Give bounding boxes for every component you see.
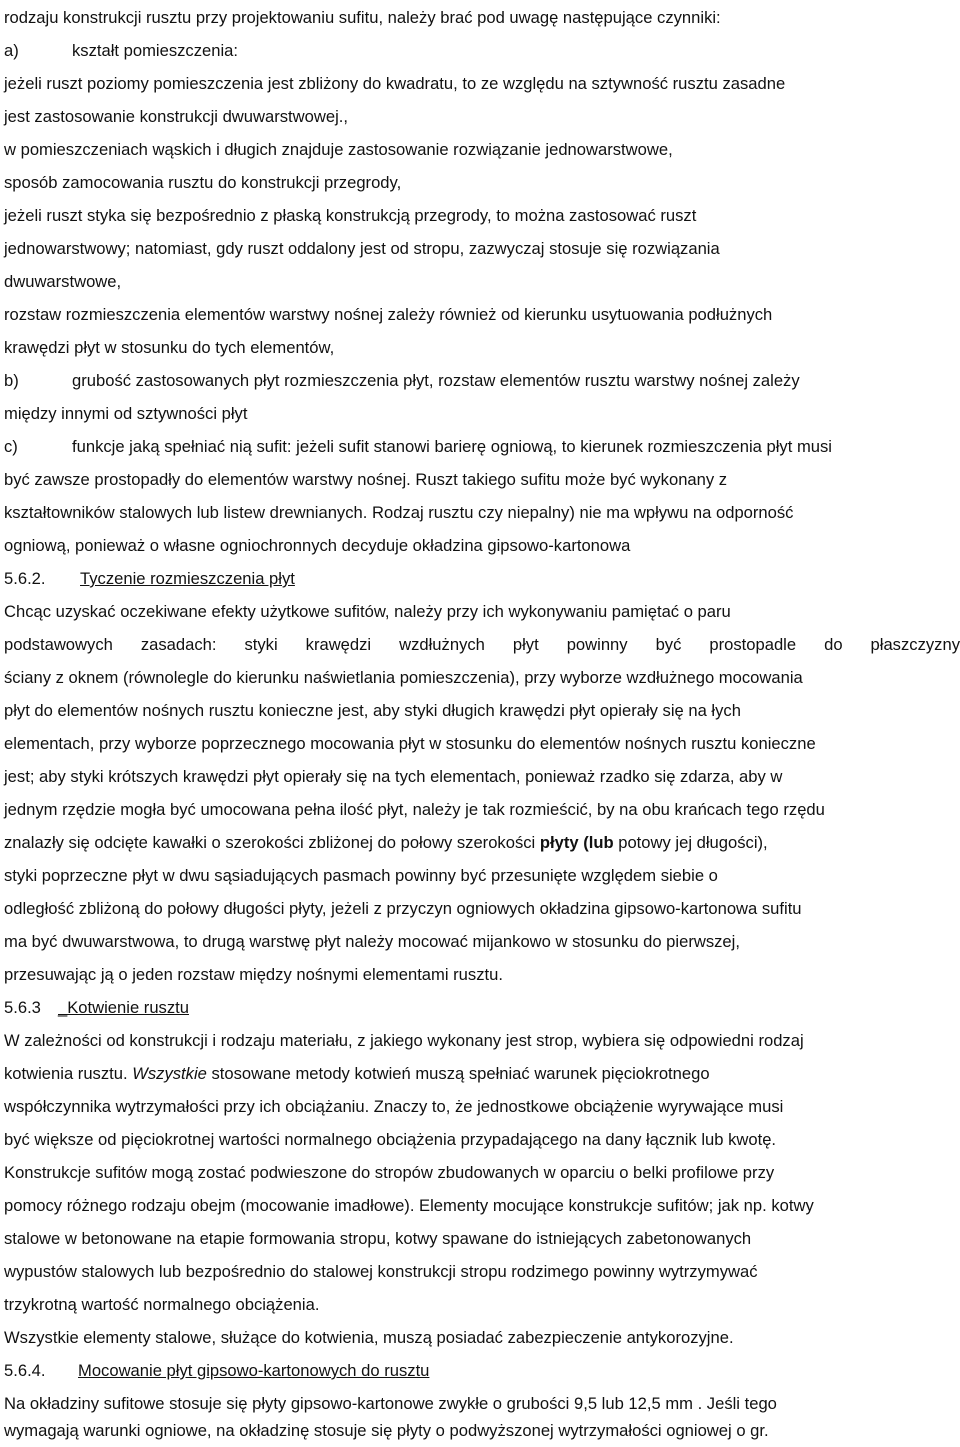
paragraph-line: ma być dwuwarstwowa, to drugą warstwę płyt należy mocować mijankowo w stosunku do pierwszej, [4,932,740,951]
paragraph-line: dwuwarstwowe, [4,272,122,291]
section-title: Mocowanie płyt gipsowo-kartonowych do rusztu [78,1361,430,1380]
paragraph-line: wymagają warunki ogniowe, na okładzinę stosuje się płyty o podwyższonej wytrzymałości ogniowej o gr. [4,1421,769,1440]
section-number: 5.6.3 [4,998,41,1017]
list-label: b) [4,371,19,390]
list-item-b [4,365,960,397]
paragraph-line: Wszystkie elementy stalowe, służące do kotwienia, muszą posiadać zabezpieczenie antykorozyjne. [4,1328,734,1347]
paragraph-line: pomocy różnego rodzaju obejm (mocowanie imadłowe). Elementy mocujące konstrukcje sufitów; jak np. kotwy [4,1196,814,1215]
paragraph-line: między innymi od sztywności płyt [4,404,248,423]
paragraph-line: jeżeli ruszt poziomy pomieszczenia jest zbliżony do kwadratu, to ze względu na sztywność rusztu zasadne [4,74,786,93]
paragraph-line [4,827,960,859]
paragraph-line: odległość zbliżoną do połowy długości płyty, jeżeli z przyczyn ogniowych okładzina gipsowo-kartonowa sufitu [4,899,802,918]
paragraph-line: styki poprzeczne płyt w dwu sąsiadujących pasmach powinny być przesunięte względem siebie o [4,866,718,885]
list-text: kształt pomieszczenia: [72,41,239,60]
section-heading-5-6-2 [4,563,960,595]
paragraph-line: jest; aby styki krótszych krawędzi płyt opierały się na tych elementach, ponieważ rzadko się zdarza, aby w [4,767,783,786]
paragraph-line: Chcąc uzyskać oczekiwane efekty użytkowe sufitów, należy przy ich wykonywaniu pamiętać o paru [4,602,731,621]
paragraph-line: trzykrotną wartość normalnego obciążenia. [4,1295,320,1314]
paragraph-line: jeżeli ruszt styka się bezpośrednio z płaską konstrukcją przegrody, to można zastosować ruszt [4,206,697,225]
paragraph-line: być większe od pięciokrotnej wartości normalnego obciążenia przypadającego na dany łącznik lub kwotę. [4,1130,777,1149]
list-text: grubość zastosowanych płyt rozmieszczenia płyt, rozstaw elementów rusztu warstwy nośnej zależy [72,371,800,390]
list-label: a) [4,41,19,60]
list-text: funkcje jaką spełniać nią sufit: jeżeli sufit stanowi barierę ogniową, to kierunek rozmieszczenia płyt musi [72,437,832,456]
paragraph-line: współczynnika wytrzymałości przy ich obciążaniu. Znaczy to, że jednostkowe obciążenie wyrywające musi [4,1097,784,1116]
text-run: znalazły się odcięte kawałki o szerokości zbliżonej do połowy szerokości [4,833,540,852]
paragraph-line [4,1058,960,1090]
paragraph-line: jest zastosowanie konstrukcji dwuwarstwowej., [4,107,348,126]
section-heading-5-6-3 [4,992,960,1024]
text-run: potowy jej długości), [613,833,768,852]
section-number: 5.6.4. [4,1361,46,1380]
paragraph-line: elementach, przy wyborze poprzecznego mocowania płyt w stosunku do elementów nośnych rusztu konieczne [4,734,816,753]
section-number: 5.6.2. [4,569,46,588]
paragraph-line: płyt do elementów nośnych rusztu konieczne jest, aby styki długich krawędzi płyt opierały się na łych [4,701,741,720]
text-run: kotwienia rusztu. [4,1064,133,1083]
paragraph-line: jednowarstwowy; natomiast, gdy ruszt oddalony jest od stropu, zazwyczaj stosuje się rozwiązania [4,239,720,258]
italic-text-run: Wszystkie [132,1064,207,1083]
paragraph-line: rozstaw rozmieszczenia elementów warstwy nośnej zależy również od kierunku usytuowania podłużnych [4,305,773,324]
bold-text-run: płyty (lub [539,833,614,852]
section-title: _Kotwienie rusztu [58,998,189,1017]
paragraph-line: wypustów stalowych lub bezpośrednio do stalowej konstrukcji stropu rodzimego powinny wytrzymywać [4,1262,758,1281]
paragraph-line: rodzaju konstrukcji rusztu przy projektowaniu sufitu, należy brać pod uwagę następujące czynniki: [4,8,721,27]
paragraph-line: jednym rzędzie mogła być umocowana pełna ilość płyt, należy je tak rozmieścić, by na obu krańcach tego rzędu [4,800,825,819]
paragraph-line: W zależności od konstrukcji i rodzaju materiału, z jakiego wykonany jest strop, wybiera się odpowiedni rodzaj [4,1031,804,1050]
paragraph-line: Konstrukcje sufitów mogą zostać podwieszone do stropów zbudowanych w oparciu o belki profilowe przy [4,1163,775,1182]
paragraph-line: krawędzi płyt w stosunku do tych elementów, [4,338,335,357]
paragraph-line: być zawsze prostopadły do elementów warstwy nośnej. Ruszt takiego sufitu może być wykonany z [4,470,728,489]
paragraph-line: w pomieszczeniach wąskich i długich znajduje zastosowanie rozwiązanie jednowarstwowe, [4,140,673,159]
paragraph-line: kształtowników stalowych lub listew drewnianych. Rodzaj rusztu czy niepalny) nie ma wpływu na odporność [4,503,794,522]
text-run: stosowane metody kotwień muszą spełniać warunek pięciokrotnego [211,1064,710,1083]
paragraph-line: stalowe w betonowane na etapie formowania stropu, kotwy spawane do istniejących zabetonowanych [4,1229,752,1248]
paragraph-line: ściany z oknem (równolegle do kierunku naświetlania pomieszczenia), przy wyborze wzdłużnego mocowania [4,668,803,687]
section-heading-5-6-4 [4,1355,960,1387]
list-item-c [4,431,960,463]
paragraph-line: podstawowych zasadach: styki krawędzi wzdłużnych płyt powinny być prostopadle do płaszczyzny [4,635,960,654]
paragraph-line: ogniową, ponieważ o własne ogniochronnych decyduje okładzina gipsowo-kartonowa [4,536,631,555]
list-item-a [4,35,960,67]
paragraph-line: przesuwając ją o jeden rozstaw między nośnymi elementami rusztu. [4,965,503,984]
paragraph-line: Na okładziny sufitowe stosuje się płyty gipsowo-kartonowe zwykłe o grubości 9,5 lub 12,5 mm . Jeśli tego [4,1394,777,1413]
paragraph-line: sposób zamocowania rusztu do konstrukcji przegrody, [4,173,402,192]
section-title: Tyczenie rozmieszczenia płyt [80,569,295,588]
list-label: c) [4,437,18,456]
